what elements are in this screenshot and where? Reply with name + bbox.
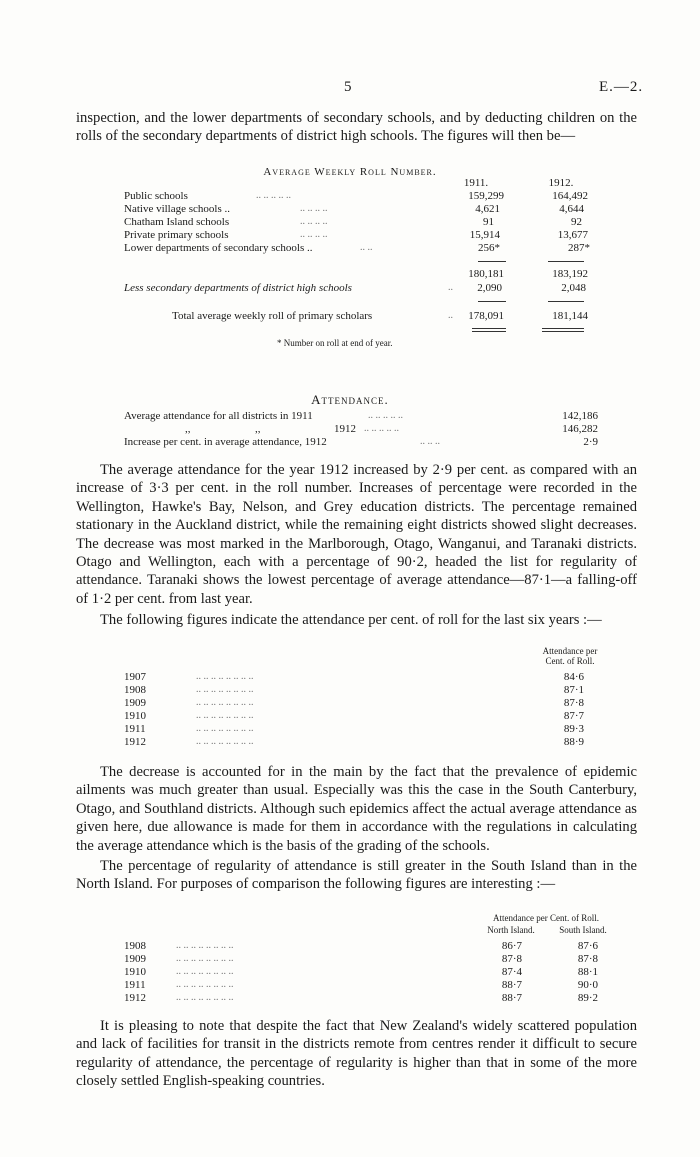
roll-total-label: Total average weekly roll of primary scholars [172, 310, 373, 322]
roll-row-label: Lower departments of secondary schools .. [124, 242, 313, 254]
rule [542, 328, 584, 329]
attendance-line1-label: Average attendance for all districts in 1911 [124, 410, 313, 422]
six-years-col-head-2: Cent. of Roll. [545, 656, 595, 666]
six-years-value: 89·3 [563, 723, 584, 735]
intro-paragraph: inspection, and the lower departments of secondary schools, and by deducting children on the rolls of the secondary departments of district high schools. The figures will then be— [76, 110, 637, 145]
attendance-line3-label: Increase per cent. in average attendance, 1912 [124, 436, 327, 448]
island-col-north: North Island. [487, 925, 535, 935]
paragraph-4: The decrease is accounted for in the main by the fact that the prevalence of epidemic ailments was much greater than usual. Especially was this the case in the South Canterbury, Otago, and Southland districts. Although such epidemics affect the actual average attendance as given here, due allowance is made for them in accordance with the regulations in calculating the average attendance which is the basis of the grading of the schools. [76, 764, 637, 854]
roll-row-label: Public schools [124, 190, 188, 202]
island-year: 1912 [124, 992, 146, 1004]
roll-row-1912: 13,677 [557, 229, 588, 241]
paragraph-6: It is pleasing to note that despite the fact that New Zealand's widely scattered population and lack of facilities for transit in the districts remote from centres render it difficult to secure regularity of attendance, the percentage of regularity is higher than that in some of the more closely settled English-speaking countries. [76, 1018, 637, 1090]
rule [478, 301, 506, 302]
col-year-1912: 1912. [548, 177, 574, 189]
six-years-value: 88·9 [563, 736, 584, 748]
paragraph-2: The average attendance for the year 1912 increased by 2·9 per cent. as compared with an increase of 3·3 per cent. in the roll number. Increases of percentage were recorded in the Wellington, Hawke's Bay, Nelson, and Grey education districts. The percentage remained stationary in the Auckland district, while the remaining eight districts showed slight decreases. The decrease was most marked in the Marlborough, Otago, Wanganui, and Taranaki districts. Otago and Wellington, each with a percentage of 90·2, headed the list for regularity of attendance. Taranaki shows the lowest percentage of average attendance—87·1—a falling-off of 1·2 per cent. from last year. [76, 462, 637, 607]
island-north-value: 88·7 [501, 979, 522, 991]
roll-total-1912: 181,144 [552, 310, 588, 322]
roll-row-1911: 91 [483, 216, 494, 228]
roll-row-1911: 159,299 [468, 190, 504, 202]
roll-subtotal-1911: 180,181 [468, 268, 504, 280]
page-number: 5 [344, 79, 352, 95]
island-col-head: Attendance per Cent. of Roll. [493, 913, 599, 923]
document-page: 5 E.—2. inspection, and the lower departments of secondary schools, and by deducting children on the rolls of the secondary departments of district high schools. The figures will then be— Average Weekly Roll Number. 1911. 1912. Public schools .. .. .. .. .. 159,299 164,492 Native village schools .. .. .. .. .. 4,621 4,644 Chatham Island schools .. .. .. .. 91 92 Private primary schools .. .. .. .. 15,914 13,677 Lower departments of secondary schools .. .. .. 256* 287* 180,181 183,192 Less secondary departments of district high schools .. 2,090 2,048 Total average weekly roll of primary scholars .. 178,091 181,144 * Number on roll at end of year. Attendance. Average attendance for all districts in 1911 .. .. .. .. .. 142,186 ,, ,, 1912 .. .. .. .. .. 146,282 Increase per cent. in average attendance, 1912 .. .. .. 2·9 The average attendance for the year 1912 increased by 2·9 per cent. as compared with an increase of 3·3 per cent. in the roll number. Increases of percentage were recorded in the Wellington, Hawke's Bay, Nelson, and Grey education districts. The percentage remained stationary in the Auckland district, while the remaining eight districts showed slight decreases. The decrease was most marked in the Marlborough, Otago, Wanganui, and Taranaki districts. Otago and Wellington, each with a percentage of 90·2, headed the list for regularity of attendance. Taranaki shows the lowest percentage of average attendance—87·1—a falling-off of 1·2 per cent. from last year. The following figures indicate the attendance per cent. of roll for the last six years :— Attendance per Cent. of Roll. 1907 .. .. .. .. .. .. .. .. 84·6 1908 .. .. .. .. .. .. .. .. 87·1 1909 .. .. .. .. .. .. .. .. 87·8 1910 .. .. .. .. .. .. .. .. 87·7 1911 .. .. .. .. .. .. .. .. 89·3 1912 .. .. .. .. .. .. .. .. 88·9 The decrease is accounted for in the main by the fact that the prevalence of epidemic ailments was much greater than usual. Especially was this the case in the South Canterbury, Otago, and Southland districts. Although such epidemics affect the actual average attendance as given here, due allowance is made for them in accordance with the regulations in calculating the average attendance which is the basis of the grading of the schools. The percentage of regularity of attendance is still greater in the South Island than in the North Island. For purposes of comparison the following figures are interesting :— Attendance per Cent. of Roll. North Island. South Island. 1908 .. .. .. .. .. .. .. .. 86·7 87·6 1909 .. .. .. .. .. .. .. .. 87·8 87·8 1910 .. .. .. .. .. .. .. .. 87·4 88·1 1911 .. .. .. .. .. .. .. .. 88·7 90·0 1912 .. .. .. .. .. .. .. .. 88·7 89·2 It is pleasing to note that despite the fact that New Zealand's widely scattered population and lack of facilities for transit in the districts remote from centres render it difficult to secure regularity of attendance, the percentage of regularity is higher than that in some of the more closely settled English-speaking countries. [0, 0, 700, 1157]
six-years-col-head-1: Attendance per [542, 646, 598, 656]
six-years-year: 1912 [124, 736, 146, 748]
attendance-title: Attendance. [311, 392, 389, 407]
six-years-year: 1909 [124, 697, 146, 709]
roll-row-1912: 164,492 [552, 190, 588, 202]
col-year-1911: 1911. [463, 177, 489, 189]
roll-footnote: * Number on roll at end of year. [277, 338, 393, 348]
island-north-value: 87·8 [501, 953, 522, 965]
island-north-value: 88·7 [501, 992, 522, 1004]
rule [542, 331, 584, 332]
attendance-line2-value: 146,282 [562, 423, 598, 435]
rule [548, 261, 584, 262]
island-year: 1909 [124, 953, 146, 965]
island-south-value: 90·0 [577, 979, 598, 991]
roll-row-label: Chatham Island schools [124, 216, 230, 228]
roll-row-label: Native village schools .. [124, 203, 231, 215]
six-years-year: 1910 [124, 710, 146, 722]
ditto-mark: ,, [255, 423, 261, 435]
six-years-year: 1908 [124, 684, 146, 696]
roll-row-1911: 256* [478, 242, 500, 254]
six-years-year: 1907 [124, 671, 146, 683]
island-north-value: 86·7 [501, 940, 522, 952]
roll-row-1911: 15,914 [469, 229, 500, 241]
six-years-value: 84·6 [563, 671, 584, 683]
paragraph-5: The percentage of regularity of attendance is still greater in the South Island than in the North Island. For purposes of comparison the following figures are interesting :— [76, 858, 637, 893]
roll-table-title: Average Weekly Roll Number. [263, 166, 437, 178]
roll-row-1912: 287* [568, 242, 590, 254]
island-south-value: 87·8 [577, 953, 598, 965]
island-north-value: 87·4 [501, 966, 522, 978]
island-year: 1911 [124, 979, 146, 991]
island-col-south: South Island. [559, 925, 607, 935]
six-years-value: 87·7 [563, 710, 584, 722]
rule [548, 301, 584, 302]
rule [472, 331, 506, 332]
island-year: 1908 [124, 940, 146, 952]
rule [472, 328, 506, 329]
island-south-value: 89·2 [577, 992, 598, 1004]
rule [478, 261, 506, 262]
ditto-mark: ,, [185, 423, 191, 435]
six-years-value: 87·1 [563, 684, 584, 696]
roll-row-1911: 4,621 [475, 203, 500, 215]
report-code: E.—2. [599, 79, 644, 95]
paragraph-3: The following figures indicate the attendance per cent. of roll for the last six years :— [100, 612, 602, 628]
island-south-value: 87·6 [577, 940, 598, 952]
roll-total-1911: 178,091 [468, 310, 504, 322]
attendance-line3-value: 2·9 [583, 436, 598, 448]
roll-subtotal-1912: 183,192 [552, 268, 588, 280]
roll-less-1912: 2,048 [561, 282, 586, 294]
attendance-line1-value: 142,186 [562, 410, 598, 422]
roll-less-1911: 2,090 [477, 282, 502, 294]
roll-less-label: Less secondary departments of district high schools [124, 282, 352, 294]
island-south-value: 88·1 [577, 966, 598, 978]
roll-row-1912: 92 [571, 216, 582, 228]
roll-row-1912: 4,644 [559, 203, 584, 215]
attendance-line2-year: 1912 [334, 423, 356, 435]
roll-row-label: Private primary schools [124, 229, 229, 241]
island-year: 1910 [124, 966, 146, 978]
six-years-value: 87·8 [563, 697, 584, 709]
six-years-year: 1911 [124, 723, 146, 735]
